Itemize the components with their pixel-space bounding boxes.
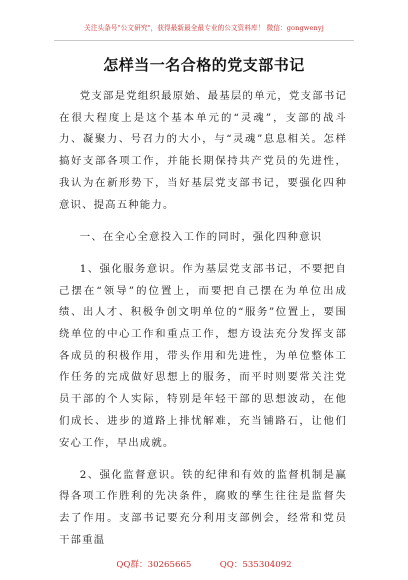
document-body [59,86,347,552]
promo-header: 关注头条号"公文研究"，获得最新最全最专业的公文资料库！ 微信：gongwenyj [84,24,324,32]
contact-footer [0,558,408,570]
qq-group: QQ群：30265665 [116,560,192,570]
section-heading: 一、在全心全意投入工作的同时，强化四种意识 [79,230,323,243]
paragraph-service-awareness: 1、强化服务意识。作为基层党支部书记，不要把自己摆在“领导”的位置上，而要把自己摆在为单位出成绩、出人才、积极争创文明单位的“服务”位置上，要围绕单位的中心工作和重点工作，想方设法充分发挥支部各成员的积极作用，带头作用和先进性，为单位整体工作任务的完成做好思想上的服务，而平时则要常关注党员干部的个人实际，特别是年轻干部的思想波动，在他们成长、进步的道路上排忧解难，充当铺路石，让他们安心工作，早出成就。 [59,262,347,449]
paragraph-supervision-awareness: 2、强化监督意识。铁的纪律和有效的监督机制是赢得各项工作胜利的先决条件，腐败的孳生往往是监督失去了作用。支部书记要充分利用支部例会，经常和党员干部重温 [59,468,347,546]
header-divider [54,40,354,41]
paragraph-intro: 党支部是党组织最原始、最基层的单元，党支部书记在很大程度上是这个基本单元的“灵魂”，支部的战斗力、凝聚力、号召力的大小，与“灵魂”息息相关。怎样搞好支部各项工作，并能长期保持共产党员的先进性，我认为在新形势下，当好基层党支部书记，要强化四种意识、提高五种能力。 [59,90,347,211]
qq-contact: QQ：535304092 [219,560,292,570]
document-title: 怎样当一名合格的党支部书记 [103,56,305,74]
